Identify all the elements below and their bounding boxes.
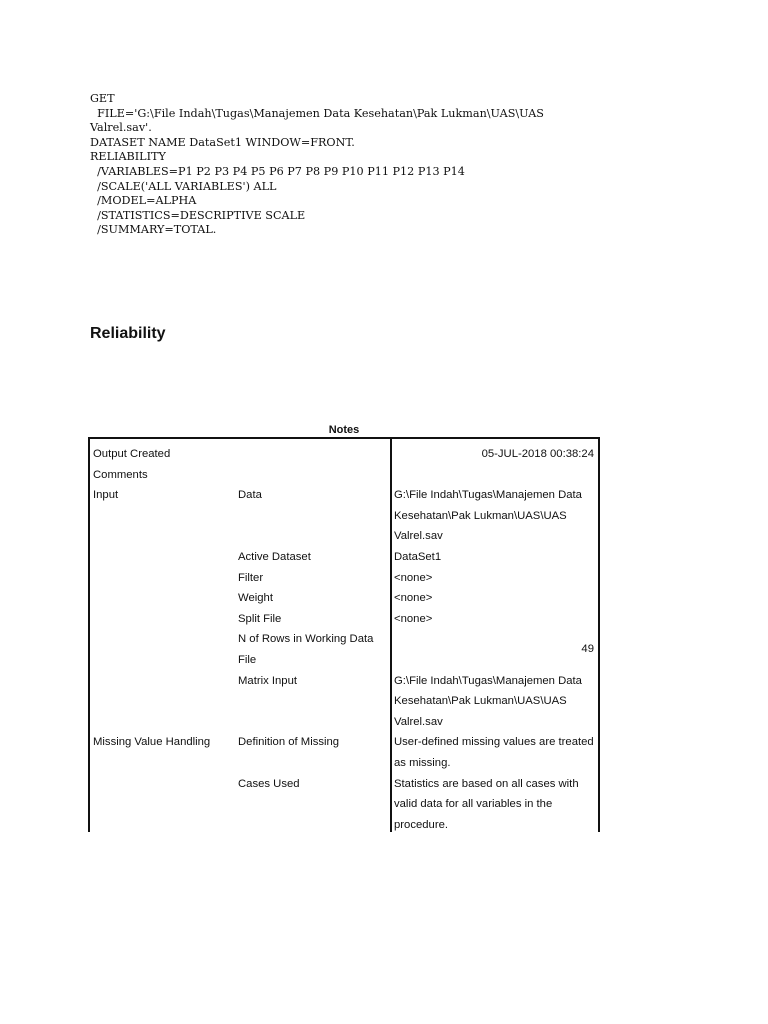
notes-table [88, 437, 600, 832]
row-sublabel: File [238, 654, 257, 666]
table-row [90, 712, 598, 733]
table-row [90, 691, 598, 712]
row-value: <none> [394, 592, 433, 605]
syntax-line: /STATISTICS=DESCRIPTIVE SCALE [90, 208, 306, 222]
table-row [90, 671, 598, 692]
syntax-line: /VARIABLES=P1 P2 P3 P4 P5 P6 P7 P8 P9 P10 P11 P12 P13 P14 [90, 164, 465, 178]
notes-table-title: Notes [328, 424, 360, 436]
row-label: Output Created [93, 448, 171, 460]
row-label: Comments [93, 468, 148, 481]
syntax-line: /MODEL=ALPHA [90, 194, 197, 208]
row-sublabel: Matrix Input [238, 674, 298, 687]
section-heading: Reliability [90, 325, 166, 342]
syntax-block [90, 92, 544, 238]
row-sublabel: N of Rows in Working Data [238, 633, 374, 646]
row-value: Valrel.sav [394, 530, 443, 543]
row-value: G:\File Indah\Tugas\Manajemen Data [394, 489, 582, 502]
syntax-line: /SUMMARY=TOTAL. [90, 223, 217, 237]
row-sublabel: Cases Used [238, 777, 300, 790]
table-row [90, 650, 598, 671]
table-row [90, 774, 598, 795]
table-row [90, 629, 598, 650]
row-value: Valrel.sav [394, 715, 443, 728]
row-sublabel: Active Dataset [238, 551, 311, 563]
row-value: valid data for all variables in the [394, 798, 553, 811]
syntax-line: DATASET NAME DataSet1 WINDOW=FRONT. [90, 135, 355, 149]
row-value: procedure. [394, 818, 449, 831]
row-label: Missing Value Handling [93, 736, 211, 749]
table-row [90, 526, 598, 547]
table-row [90, 547, 598, 568]
row-sublabel: Split File [238, 612, 282, 625]
row-value: <none> [394, 571, 433, 584]
table-row [90, 568, 598, 589]
table-row [90, 732, 598, 753]
row-value: G:\File Indah\Tugas\Manajemen Data [394, 674, 582, 687]
syntax-line: GET [90, 92, 115, 105]
table-row [90, 506, 598, 527]
row-value: as missing. [394, 757, 451, 769]
row-value: <none> [394, 612, 433, 625]
syntax-line: FILE='G:\File Indah\Tugas\Manajemen Data Kesehatan\Pak Lukman\UAS\UAS [90, 106, 544, 120]
syntax-line: Valrel.sav'. [90, 121, 152, 135]
table-row [90, 485, 598, 506]
table-row [90, 753, 598, 774]
row-sublabel: Filter [238, 571, 264, 584]
row-value-right: 05-JUL-2018 00:38:24 [481, 448, 594, 460]
row-value: DataSet1 [394, 551, 442, 563]
table-row [90, 588, 598, 609]
table-row [90, 465, 598, 486]
row-sublabel: Data [238, 489, 262, 502]
syntax-line: RELIABILITY [90, 150, 166, 164]
table-row [90, 444, 598, 465]
row-value: User-defined missing values are treated [394, 736, 594, 749]
row-label: Input [93, 489, 119, 502]
table-row [90, 794, 598, 815]
row-value: Kesehatan\Pak Lukman\UAS\UAS [394, 509, 567, 522]
n-rows-value: 49 [581, 643, 594, 655]
syntax-line: /SCALE('ALL VARIABLES') ALL [90, 179, 277, 193]
row-value: Statistics are based on all cases with [394, 777, 579, 790]
table-row [90, 815, 598, 836]
row-value: Kesehatan\Pak Lukman\UAS\UAS [394, 695, 567, 708]
table-row [90, 609, 598, 630]
row-sublabel: Weight [238, 592, 273, 605]
row-sublabel: Definition of Missing [238, 736, 340, 749]
